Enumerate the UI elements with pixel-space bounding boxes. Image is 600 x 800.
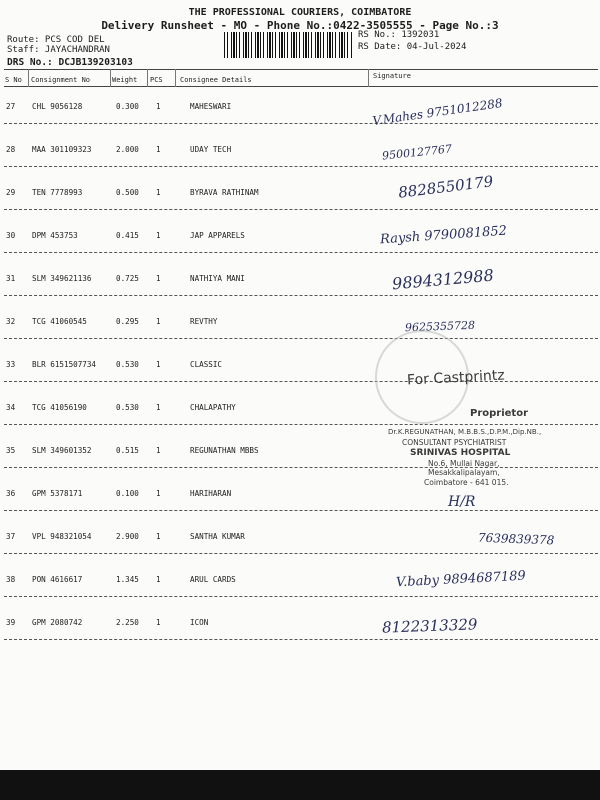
table-top-rule — [4, 69, 598, 70]
signature-31: 9894312988 — [391, 265, 495, 294]
cell-consignee: REGUNATHAN MBBS — [190, 446, 259, 455]
row-divider — [4, 252, 598, 253]
cell-consignment: SLM 349621136 — [32, 274, 92, 283]
barcode-bar — [263, 32, 264, 58]
row-divider — [4, 123, 598, 124]
signature-29: 8828550179 — [397, 172, 495, 202]
barcode-bar — [341, 32, 343, 58]
row-divider — [4, 166, 598, 167]
stamp-proprietor: Proprietor — [470, 408, 529, 419]
cell-pcs: 1 — [156, 360, 161, 369]
signature-30: Raysh 9790081852 — [379, 223, 508, 248]
stamp-doctor-line2: CONSULTANT PSYCHIATRIST — [402, 438, 507, 447]
row-divider — [4, 510, 598, 511]
barcode-bar — [224, 32, 225, 58]
cell-weight: 2.900 — [116, 532, 139, 541]
stamp-doctor-line4: No.6, Mullai Nagar, — [428, 459, 500, 468]
barcode-bar — [351, 32, 352, 58]
cell-sno: 32 — [6, 317, 16, 326]
signature-27: V.Mahes 9751012288 — [371, 95, 504, 129]
cell-consignee: REVTHY — [190, 317, 218, 326]
cell-sno: 36 — [6, 489, 16, 498]
cell-consignment: TCG 41056190 — [32, 403, 87, 412]
route-label: Route: PCS COD DEL — [7, 35, 105, 45]
signature-37: 7639839378 — [477, 530, 555, 548]
cell-weight: 1.345 — [116, 575, 139, 584]
col-consignment: Consignment No — [31, 76, 91, 84]
cell-sno: 39 — [6, 618, 16, 627]
row-divider — [4, 338, 598, 339]
cell-weight: 0.100 — [116, 489, 139, 498]
cell-consignment: SLM 349601352 — [32, 446, 92, 455]
cell-sno: 29 — [6, 188, 16, 197]
col-signature: Signature — [373, 72, 411, 80]
barcode-bar — [335, 32, 336, 58]
barcode — [224, 32, 354, 58]
cell-pcs: 1 — [156, 489, 161, 498]
cell-weight: 0.515 — [116, 446, 139, 455]
cell-pcs: 1 — [156, 532, 161, 541]
barcode-bar — [339, 32, 340, 58]
row-divider — [4, 295, 598, 296]
cell-pcs: 1 — [156, 618, 161, 627]
col-pcs: PCS — [150, 76, 163, 84]
barcode-bar — [315, 32, 316, 58]
cell-consignment: TEN 7778993 — [32, 188, 83, 197]
barcode-bar — [296, 32, 297, 58]
barcode-bar — [308, 32, 309, 58]
cell-consignee: MAHESWARI — [190, 102, 232, 111]
cell-consignment: TCG 41060545 — [32, 317, 87, 326]
barcode-bar — [279, 32, 280, 58]
cell-consignee: CLASSIC — [190, 360, 223, 369]
cell-weight: 2.000 — [116, 145, 139, 154]
barcode-bar — [255, 32, 256, 58]
barcode-bar — [293, 32, 295, 58]
barcode-bar — [269, 32, 271, 58]
cell-weight: 0.530 — [116, 403, 139, 412]
col-weight: Weight — [112, 76, 138, 84]
row-divider — [4, 639, 598, 640]
drs-number: DRS No.: DCJB139203103 — [7, 57, 133, 68]
cell-weight: 0.500 — [116, 188, 139, 197]
stamp-doctor-line6: Coimbatore - 641 015. — [424, 478, 509, 487]
cell-consignment: PON 4616617 — [32, 575, 83, 584]
barcode-bar — [248, 32, 249, 58]
barcode-bar — [260, 32, 261, 58]
row-divider — [4, 381, 598, 382]
signature-38: V.baby 9894687189 — [395, 568, 527, 591]
cell-consignment: GPM 2080742 — [32, 618, 83, 627]
row-divider — [4, 209, 598, 210]
barcode-bar — [267, 32, 268, 58]
signature-36: H/R — [448, 494, 476, 510]
barcode-bar — [227, 32, 228, 58]
cell-sno: 35 — [6, 446, 16, 455]
barcode-bar — [231, 32, 232, 58]
barcode-bar — [317, 32, 319, 58]
cell-pcs: 1 — [156, 145, 161, 154]
stamp-doctor-line1: Dr.K.REGUNATHAN, M.B.B.S.,D.P.M.,Dip.NB., — [388, 428, 542, 436]
barcode-bar — [329, 32, 331, 58]
barcode-bar — [239, 32, 240, 58]
signature-39: 8122313329 — [381, 615, 478, 637]
row-divider — [4, 596, 598, 597]
cell-consignee: HARIHARAN — [190, 489, 232, 498]
cell-pcs: 1 — [156, 274, 161, 283]
cell-weight: 0.530 — [116, 360, 139, 369]
cell-sno: 34 — [6, 403, 16, 412]
barcode-bar — [327, 32, 328, 58]
cell-consignee: BYRAVA RATHINAM — [190, 188, 259, 197]
staff-label: Staff: JAYACHANDRAN — [7, 45, 110, 55]
runsheet-title: Delivery Runsheet - MO - Phone No.:0422-3505555 - Page No.:3 — [101, 19, 499, 32]
cell-consignment: DPM 453753 — [32, 231, 78, 240]
cell-weight: 0.300 — [116, 102, 139, 111]
cell-sno: 33 — [6, 360, 16, 369]
barcode-bar — [251, 32, 252, 58]
rs-date: RS Date: 04-Jul-2024 — [358, 42, 467, 52]
cell-pcs: 1 — [156, 102, 161, 111]
cell-sno: 38 — [6, 575, 16, 584]
col-consignee: Consignee Details — [180, 76, 252, 84]
rs-number: RS No.: 1392031 — [358, 30, 440, 40]
barcode-bar — [257, 32, 259, 58]
barcode-bar — [344, 32, 345, 58]
cell-pcs: 1 — [156, 403, 161, 412]
cell-sno: 37 — [6, 532, 16, 541]
cell-consignee: NATHIYA MANI — [190, 274, 245, 283]
barcode-bar — [299, 32, 300, 58]
barcode-bar — [347, 32, 348, 58]
company-title: THE PROFESSIONAL COURIERS, COIMBATORE — [188, 7, 412, 18]
cell-weight: 0.725 — [116, 274, 139, 283]
signature-32: 9625355728 — [404, 318, 476, 335]
barcode-bar — [284, 32, 285, 58]
cell-pcs: 1 — [156, 188, 161, 197]
scan-edge — [0, 770, 600, 800]
barcode-bar — [243, 32, 244, 58]
barcode-bar — [233, 32, 235, 58]
cell-pcs: 1 — [156, 446, 161, 455]
barcode-bar — [323, 32, 324, 58]
cell-sno: 30 — [6, 231, 16, 240]
signature-28: 9500127767 — [381, 142, 453, 163]
barcode-bar — [291, 32, 292, 58]
cell-weight: 0.295 — [116, 317, 139, 326]
barcode-bar — [320, 32, 321, 58]
cell-consignee: JAP APPARELS — [190, 231, 245, 240]
cell-sno: 31 — [6, 274, 16, 283]
cell-consignment: VPL 948321054 — [32, 532, 92, 541]
cell-consignee: ARUL CARDS — [190, 575, 236, 584]
cell-consignment: BLR 6151507734 — [32, 360, 97, 369]
stamp-doctor-line5: Mesakkalipalayam, — [428, 468, 500, 477]
cell-sno: 28 — [6, 145, 16, 154]
barcode-bar — [287, 32, 288, 58]
cell-weight: 2.250 — [116, 618, 139, 627]
barcode-bar — [245, 32, 247, 58]
cell-consignee: SANTHA KUMAR — [190, 532, 245, 541]
cell-pcs: 1 — [156, 231, 161, 240]
cell-sno: 27 — [6, 102, 16, 111]
cell-weight: 0.415 — [116, 231, 139, 240]
cell-consignee: UDAY TECH — [190, 145, 232, 154]
row-divider — [4, 553, 598, 554]
stamp-castprintz: For Castprintz — [406, 367, 506, 389]
barcode-bar — [275, 32, 276, 58]
cell-pcs: 1 — [156, 575, 161, 584]
cell-consignment: MAA 301109323 — [32, 145, 92, 154]
row-divider — [4, 467, 598, 468]
stamp-doctor-line3: SRINIVAS HOSPITAL — [410, 448, 511, 458]
barcode-bar — [311, 32, 312, 58]
barcode-bar — [272, 32, 273, 58]
col-sno: S No — [5, 76, 22, 84]
cell-pcs: 1 — [156, 317, 161, 326]
barcode-bar — [332, 32, 333, 58]
barcode-bar — [303, 32, 304, 58]
row-divider — [4, 424, 598, 425]
barcode-bar — [305, 32, 307, 58]
cell-consignee: ICON — [190, 618, 209, 627]
cell-consignment: CHL 9056128 — [32, 102, 83, 111]
barcode-bar — [236, 32, 237, 58]
barcode-bar — [281, 32, 283, 58]
cell-consignee: CHALAPATHY — [190, 403, 236, 412]
cell-consignment: GPM 5378171 — [32, 489, 83, 498]
